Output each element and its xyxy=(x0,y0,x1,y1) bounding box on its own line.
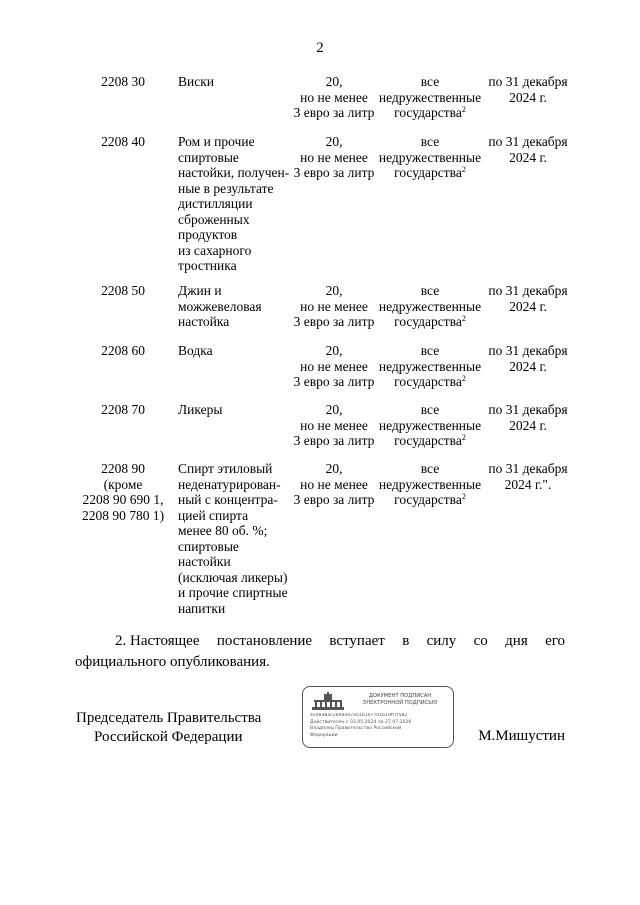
tariff-code-line: 2208 30 xyxy=(101,74,145,89)
duty-rate-line: 20, xyxy=(325,74,343,89)
product-name-line: ный с концентра- xyxy=(178,492,278,507)
countries-line: недружественные xyxy=(378,149,482,165)
paragraph-word: в xyxy=(402,633,410,649)
product-name-line: неденатурирован- xyxy=(178,476,281,492)
duty-rate-line: 3 евро за литр xyxy=(293,492,375,507)
duty-rate xyxy=(284,461,384,508)
countries-line: все xyxy=(420,74,440,89)
tariff-code xyxy=(72,461,174,523)
validity-term-line: по 31 декабря xyxy=(488,402,568,417)
footnote-marker: 2 xyxy=(461,374,466,383)
signatory-title-line2: Российской Федерации xyxy=(94,729,243,745)
validity-term xyxy=(482,461,574,492)
tariff-code-line: 2208 90 xyxy=(101,461,145,476)
product-name-line: настойки, получен- xyxy=(178,165,290,180)
validity-term xyxy=(482,402,574,433)
paragraph-word: со xyxy=(473,633,488,649)
duty-rate-line: но не менее xyxy=(300,417,368,433)
footnote-marker: 2 xyxy=(461,105,466,114)
stamp-certificate: 4e4848ac2848e47a01b1e7701b19ff7f582 xyxy=(310,713,408,718)
validity-term-line: по 31 декабря xyxy=(488,283,568,298)
countries-line: все xyxy=(420,343,440,358)
duty-rate-line: но не менее xyxy=(300,89,368,105)
tariff-code xyxy=(72,283,174,299)
tariff-code-line: 2208 90 690 1, xyxy=(82,492,164,507)
electronic-signature-stamp xyxy=(302,686,454,748)
validity-term-line: по 31 декабря xyxy=(488,343,568,358)
product-name-line: сброженных xyxy=(178,211,250,227)
product-name xyxy=(178,283,296,330)
product-name xyxy=(178,461,296,616)
countries-line: все xyxy=(420,283,440,298)
countries-line: недружественные xyxy=(378,89,482,105)
stamp-header xyxy=(349,693,451,707)
tariff-code-line: 2208 50 xyxy=(101,283,145,298)
product-name-line: настойки xyxy=(178,554,231,569)
countries-line: все xyxy=(420,134,440,149)
duty-rate-line: но не менее xyxy=(300,149,368,165)
duty-rate-line: но не менее xyxy=(300,476,368,492)
product-name-line: менее 80 об. %; xyxy=(178,523,268,538)
duty-rate-line: 20, xyxy=(325,343,343,358)
product-name-line: Ром и прочие xyxy=(178,134,255,149)
product-name-line: спиртовые xyxy=(178,538,239,554)
product-name xyxy=(178,343,296,359)
tariff-code xyxy=(72,343,174,359)
validity-term xyxy=(482,343,574,374)
validity-term-line: 2024 г. xyxy=(509,298,547,314)
duty-rate-line: 3 евро за литр xyxy=(293,105,375,120)
stamp-owner-line1: Владелец Правительство Российской xyxy=(310,726,402,731)
product-name-line: можжевеловая xyxy=(178,298,262,314)
product-name-line: тростника xyxy=(178,258,237,273)
validity-term-line: 2024 г. xyxy=(509,358,547,374)
stamp-validity: Действителен с 03.05.2024 по 27.07.2026 xyxy=(310,719,412,725)
product-name-line: и прочие спиртные xyxy=(178,585,288,600)
product-name-line: Джин и xyxy=(178,283,222,298)
duty-rate-line: 3 евро за литр xyxy=(293,374,375,389)
stamp-header-line2: ЭЛЕКТРОННОЙ ПОДПИСЬЮ xyxy=(362,700,438,706)
countries-line: государства$^2$ xyxy=(394,165,466,180)
validity-term-line: 2024 г. xyxy=(509,417,547,433)
duty-rate xyxy=(284,283,384,330)
validity-term-line: по 31 декабря xyxy=(488,74,568,89)
validity-term xyxy=(482,134,574,165)
product-name-line: Спирт этиловый xyxy=(178,461,273,476)
duty-rate-line: 20, xyxy=(325,283,343,298)
government-building-icon xyxy=(311,692,345,712)
countries xyxy=(372,74,488,121)
product-name-line: (исключая ликеры) xyxy=(178,569,288,585)
paragraph-word: дня xyxy=(505,633,528,649)
paragraph-word: 2. Настоящее xyxy=(115,633,200,649)
page-number: 2 xyxy=(316,40,324,56)
countries xyxy=(372,343,488,390)
countries-line: недружественные xyxy=(378,476,482,492)
countries-line: государства$^2$ xyxy=(394,105,466,120)
footnote-marker: 2 xyxy=(461,165,466,174)
duty-rate-line: 20, xyxy=(325,402,343,417)
stamp-details xyxy=(310,713,450,739)
countries-line: государства$^2$ xyxy=(394,314,466,329)
validity-term xyxy=(482,74,574,105)
product-name-line: Виски xyxy=(178,74,215,89)
validity-term-line: 2024 г. xyxy=(509,89,547,105)
validity-term-line: 2024 г.". xyxy=(504,476,552,492)
countries-line: недружественные xyxy=(378,417,482,433)
paragraph-word: силу xyxy=(426,633,457,649)
product-name-line: напитки xyxy=(178,600,226,616)
duty-rate-line: но не менее xyxy=(300,298,368,314)
duty-rate xyxy=(284,74,384,121)
product-name xyxy=(178,402,296,418)
signatory-title-line1: Председатель Правительства xyxy=(76,710,262,726)
countries-line: государства$^2$ xyxy=(394,433,466,448)
duty-rate-line: 3 евро за литр xyxy=(293,314,375,329)
effective-date-paragraph xyxy=(75,631,565,673)
tariff-code-line: 2208 70 xyxy=(101,402,145,417)
countries xyxy=(372,402,488,449)
countries xyxy=(372,461,488,508)
duty-rate-line: 3 евро за литр xyxy=(293,165,375,180)
product-name xyxy=(178,74,296,90)
tariff-code xyxy=(72,134,174,150)
duty-rate xyxy=(284,343,384,390)
product-name-line: из сахарного xyxy=(178,242,252,258)
product-name-line: настойка xyxy=(178,314,230,329)
countries-line: все xyxy=(420,402,440,417)
tariff-code-line: (кроме xyxy=(103,476,143,492)
countries-line: все xyxy=(420,461,440,476)
product-name-line: дистилляции xyxy=(178,196,253,211)
product-name-line: цией спирта xyxy=(178,507,249,523)
paragraph-word: его xyxy=(545,633,565,649)
product-name-line: Ликеры xyxy=(178,402,223,417)
product-name xyxy=(178,134,296,274)
duty-rate xyxy=(284,402,384,449)
signatory-title xyxy=(76,709,261,747)
product-name-line: Водка xyxy=(178,343,213,358)
countries-line: государства$^2$ xyxy=(394,492,466,507)
duty-rate-line: 20, xyxy=(325,134,343,149)
countries-line: недружественные xyxy=(378,358,482,374)
validity-term-line: по 31 декабря xyxy=(488,461,568,476)
footnote-marker: 2 xyxy=(461,314,466,323)
product-name-line: спиртовые xyxy=(178,149,239,165)
tariff-code xyxy=(72,74,174,90)
paragraph-word: постановление xyxy=(216,633,313,649)
countries xyxy=(372,283,488,330)
stamp-header-line1: ДОКУМЕНТ ПОДПИСАН xyxy=(368,693,432,699)
countries xyxy=(372,134,488,181)
duty-rate-line: 20, xyxy=(325,461,343,476)
countries-line: недружественные xyxy=(378,298,482,314)
signatory-name: М.Мишустин xyxy=(478,728,565,744)
tariff-code-line: 2208 40 xyxy=(101,134,145,149)
validity-term xyxy=(482,283,574,314)
validity-term-line: по 31 декабря xyxy=(488,134,568,149)
product-name-line: ные в результате xyxy=(178,180,274,196)
footnote-marker: 2 xyxy=(461,492,466,501)
duty-rate-line: но не менее xyxy=(300,358,368,374)
paragraph-word: вступает xyxy=(329,633,385,649)
duty-rate xyxy=(284,134,384,181)
paragraph-first-line xyxy=(75,631,565,652)
duty-rate-line: 3 евро за литр xyxy=(293,433,375,448)
stamp-owner-line2: Федерации xyxy=(310,732,338,738)
product-name-line: продуктов xyxy=(178,227,238,242)
tariff-code xyxy=(72,402,174,418)
footnote-marker: 2 xyxy=(461,433,466,442)
countries-line: государства$^2$ xyxy=(394,374,466,389)
tariff-code-line: 2208 90 780 1) xyxy=(81,507,165,523)
paragraph-second-line: официального опубликования. xyxy=(75,654,270,670)
validity-term-line: 2024 г. xyxy=(509,149,547,165)
tariff-code-line: 2208 60 xyxy=(101,343,145,358)
